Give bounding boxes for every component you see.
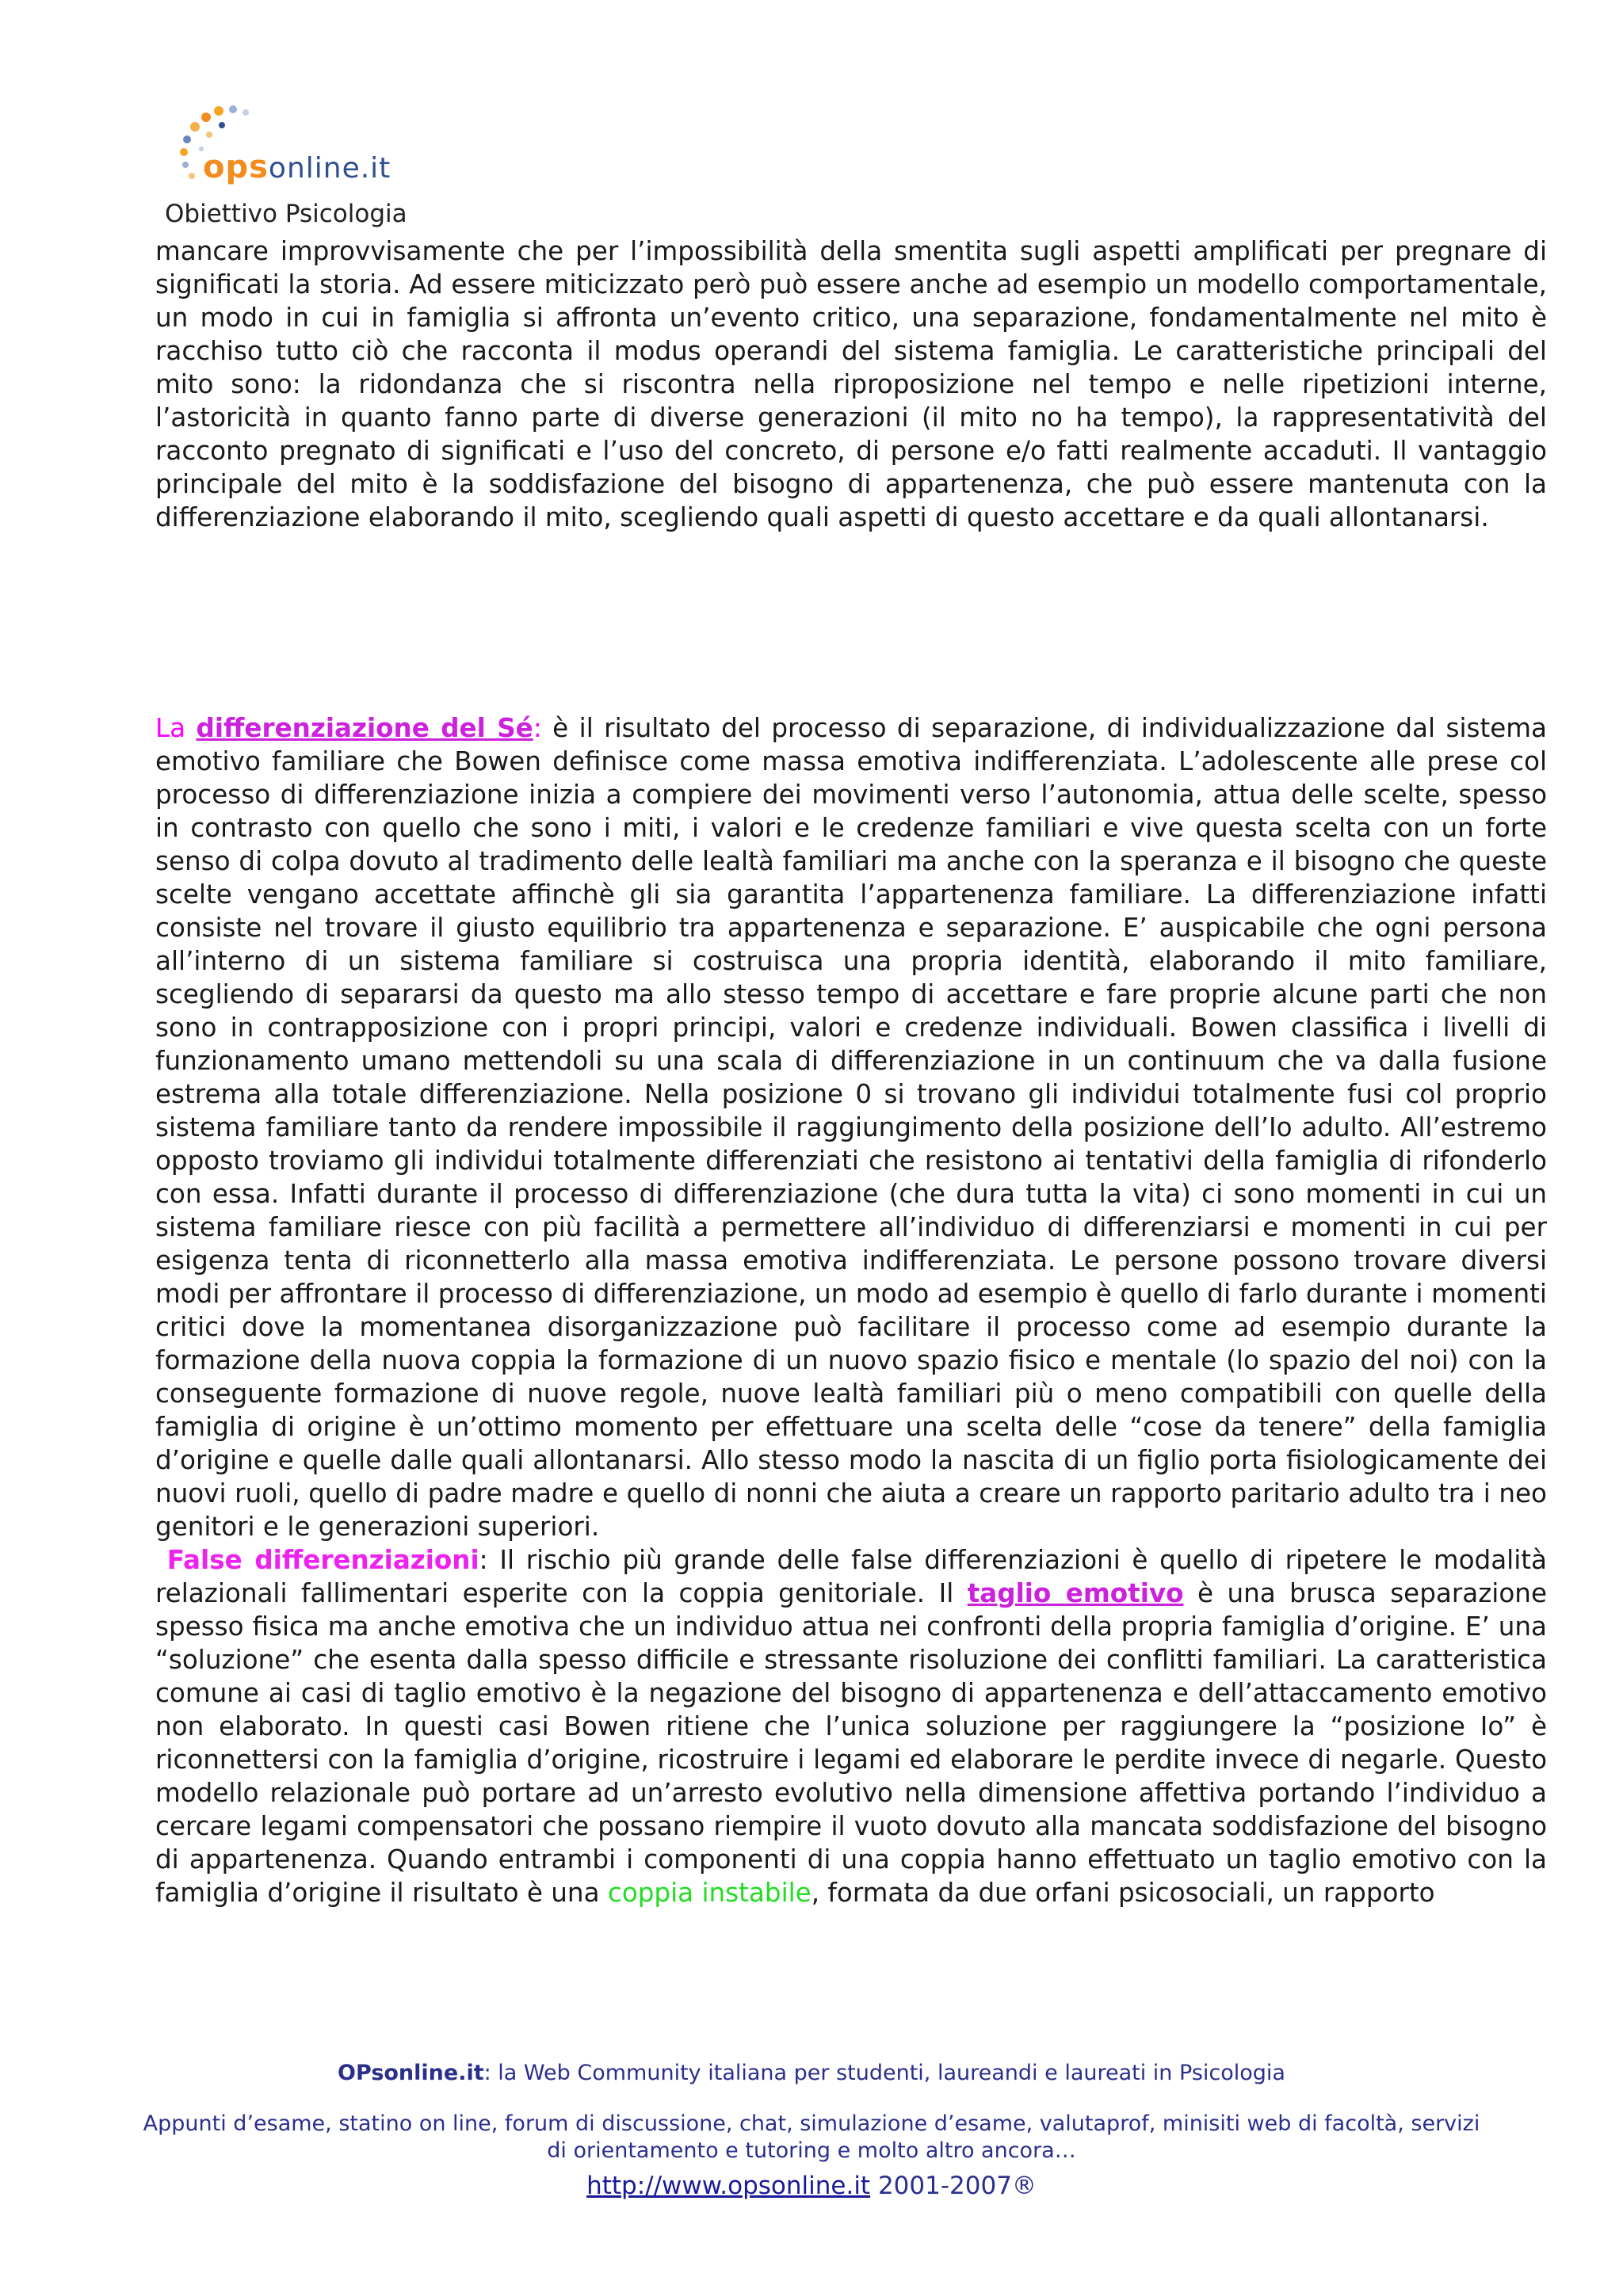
term-taglio-emotivo[interactable]: taglio emotivo xyxy=(967,1578,1184,1608)
term-coppia-instabile: coppia instabile xyxy=(607,1878,812,1908)
footer-services: Appunti d’esame, statino on line, forum di discussione, chat, simulazione d’esame, valutaprof, minisiti web di facoltà, servizi xyxy=(143,2111,1480,2136)
logo-tagline: Obiettivo Psicologia xyxy=(165,200,407,228)
paragraph-gap xyxy=(155,534,1547,711)
paragraph-false-differenziazioni xyxy=(155,1543,1547,1909)
term-colon: : xyxy=(533,713,542,743)
term-colon: : xyxy=(479,1545,488,1575)
term-false-differenziazioni: False differenziazioni xyxy=(166,1545,479,1575)
label-la: La xyxy=(155,713,197,743)
page-footer xyxy=(0,2060,1623,2199)
footer-url-line xyxy=(0,2172,1623,2199)
document-body xyxy=(155,235,1547,1909)
paragraph-differenziazione xyxy=(155,711,1547,1543)
footer-years: 2001-2007® xyxy=(870,2172,1037,2200)
paragraph-text: , formata da due orfani psicosociali, un rapporto xyxy=(811,1878,1435,1908)
footer-tagline: OPsonline.it: la Web Community italiana per studenti, laureandi e laureati in Psicologia xyxy=(338,2061,1285,2085)
paragraph-mito: mancare improvvisamente che per l’impossibilità della smentita sugli aspetti amplificati per pregnare di significati la storia. Ad essere miticizzato però può essere anche ad esempio un modello comportamentale, un modo in cui in famiglia si affronta un’evento critico, una separazione, fondamentalmente nel mito è racchiso tutto ciò che racconta il modus operandi del sistema famiglia. Le caratteristiche principali del mito sono: la ridondanza che si riscontra nella riproposizione nel tempo e nelle ripetizioni interne, l’astoricità in quanto fanno parte di diverse generazioni (il mito no ha tempo), la rappresentatività del racconto pregnato di significati e l’uso del concreto, di persone e/o fatti realmente accaduti. Il vantaggio principale del mito è la soddisfazione del bisogno di appartenenza, che può essere mantenuta con la differenziazione elaborando il mito, scegliendo quali aspetti di questo accettare e da quali allontanarsi. xyxy=(155,236,1547,532)
footer-services-cont: di orientamento e tutoring e molto altro ancora… xyxy=(547,2138,1076,2163)
paragraph-text: Il rischio più grande delle false differenziazioni è quello di ripetere le modalità relazionali fallimentari esperite con la coppia genitoriale. Il xyxy=(155,1545,1548,1608)
footer-site-name: OPsonline.it xyxy=(338,2061,484,2085)
website-link[interactable]: http://www.opsonline.it xyxy=(586,2172,871,2200)
paragraph-text: è il risultato del processo di separazione, di individualizzazione dal sistema emotivo familiare che Bowen definisce come massa emotiva indifferenziata. L’adolescente alle prese col processo di differenziazione inizia a compiere dei movimenti verso l’autonomia, attua delle scelte, spesso in contrasto con quello che sono i miti, i valori e le credenze familiari e vive questa scelta con un forte senso di colpa dovuto al tradimento delle lealtà familiari ma anche con la speranza e il bisogno che queste scelte vengano accettate affinchè gli sia garantita l’appartenenza familiare. La differenziazione infatti consiste nel trovare il giusto equilibrio tra appartenenza e separazione. E’ auspicabile che ogni persona all’interno di un sistema familiare si costruisca una propria identità, elaborando il mito familiare, scegliendo di separarsi da questo ma allo stesso tempo di accettare e fare proprie alcune parti che non sono in contrapposizione con i propri principi, valori e credenze individuali. Bowen classifica i livelli di funzionamento umano mettendoli su una scala di differenziazione in un continuum che va dalla fusione estrema alla totale differenziazione. Nella posizione 0 si trovano gli individui totalmente fusi col proprio sistema familiare tanto da rendere impossibile il raggiungimento della posizione dell’Io adulto. All’estremo opposto troviamo gli individui totalmente differenziati che resistono ai tentativi della famiglia di rifonderlo con essa. Infatti durante il processo di differenziazione (che dura tutta la vita) ci sono momenti in cui un sistema familiare riesce con più facilità a permettere all’individuo di differenziarsi e momenti in cui per esigenza tenta di riconnetterlo alla massa emotiva indifferenziata. Le persone possono trovare diversi modi per affrontare il processo di differenziazione, un modo ad esempio è quello di farlo durante i momenti critici dove la momentanea disorganizzazione può facilitare il processo come ad esempio durante la formazione della nuova coppia la formazione di un nuovo spazio fisico e mentale (lo spazio del noi) con la conseguente formazione di nuove regole, nuove lealtà familiari più o meno compatibili con quelle della famiglia di origine è un’ottimo momento per effettuare una scelta delle “cose da tenere” della famiglia d’origine e quelle dalle quali allontanarsi. Allo stesso modo la nascita di un figlio porta fisiologicamente dei nuovi ruoli, quello di padre madre e quello di nonni che aiuta a creare un rapporto paritario adulto tra i neo genitori e le generazioni superiori. xyxy=(155,713,1547,1542)
term-differenziazione-del-se[interactable]: differenziazione del Sé xyxy=(196,713,533,743)
paragraph-text: è una brusca separazione spesso fisica ma anche emotiva che un individuo attua nei confronti della propria famiglia d’origine. E’ una “soluzione” che esenta dalla spesso difficile e stressante risoluzione dei conflitti familiari. La caratteristica comune ai casi di taglio emotivo è la negazione del bisogno di appartenenza e dell’attaccamento emotivo non elaborato. In questi casi Bowen ritiene che l’unica soluzione per raggiungere la “posizione Io” è riconnettersi con la famiglia d’origine, ricostruire i legami ed elaborare le perdite invece di negarle. Questo modello relazionale può portare ad un’arresto evolutivo nella dimensione affettiva portando l’individuo a cercare legami compensatori che possano riempire il vuoto dovuto alla mancata soddisfazione del bisogno di appartenenza. Quando entrambi i componenti di una coppia hanno effettuato un taglio emotivo con la famiglia d’origine il risultato è una xyxy=(155,1578,1547,1908)
opsonline-logo xyxy=(158,103,444,230)
logo-wordmark: opsonline.it xyxy=(203,149,391,185)
